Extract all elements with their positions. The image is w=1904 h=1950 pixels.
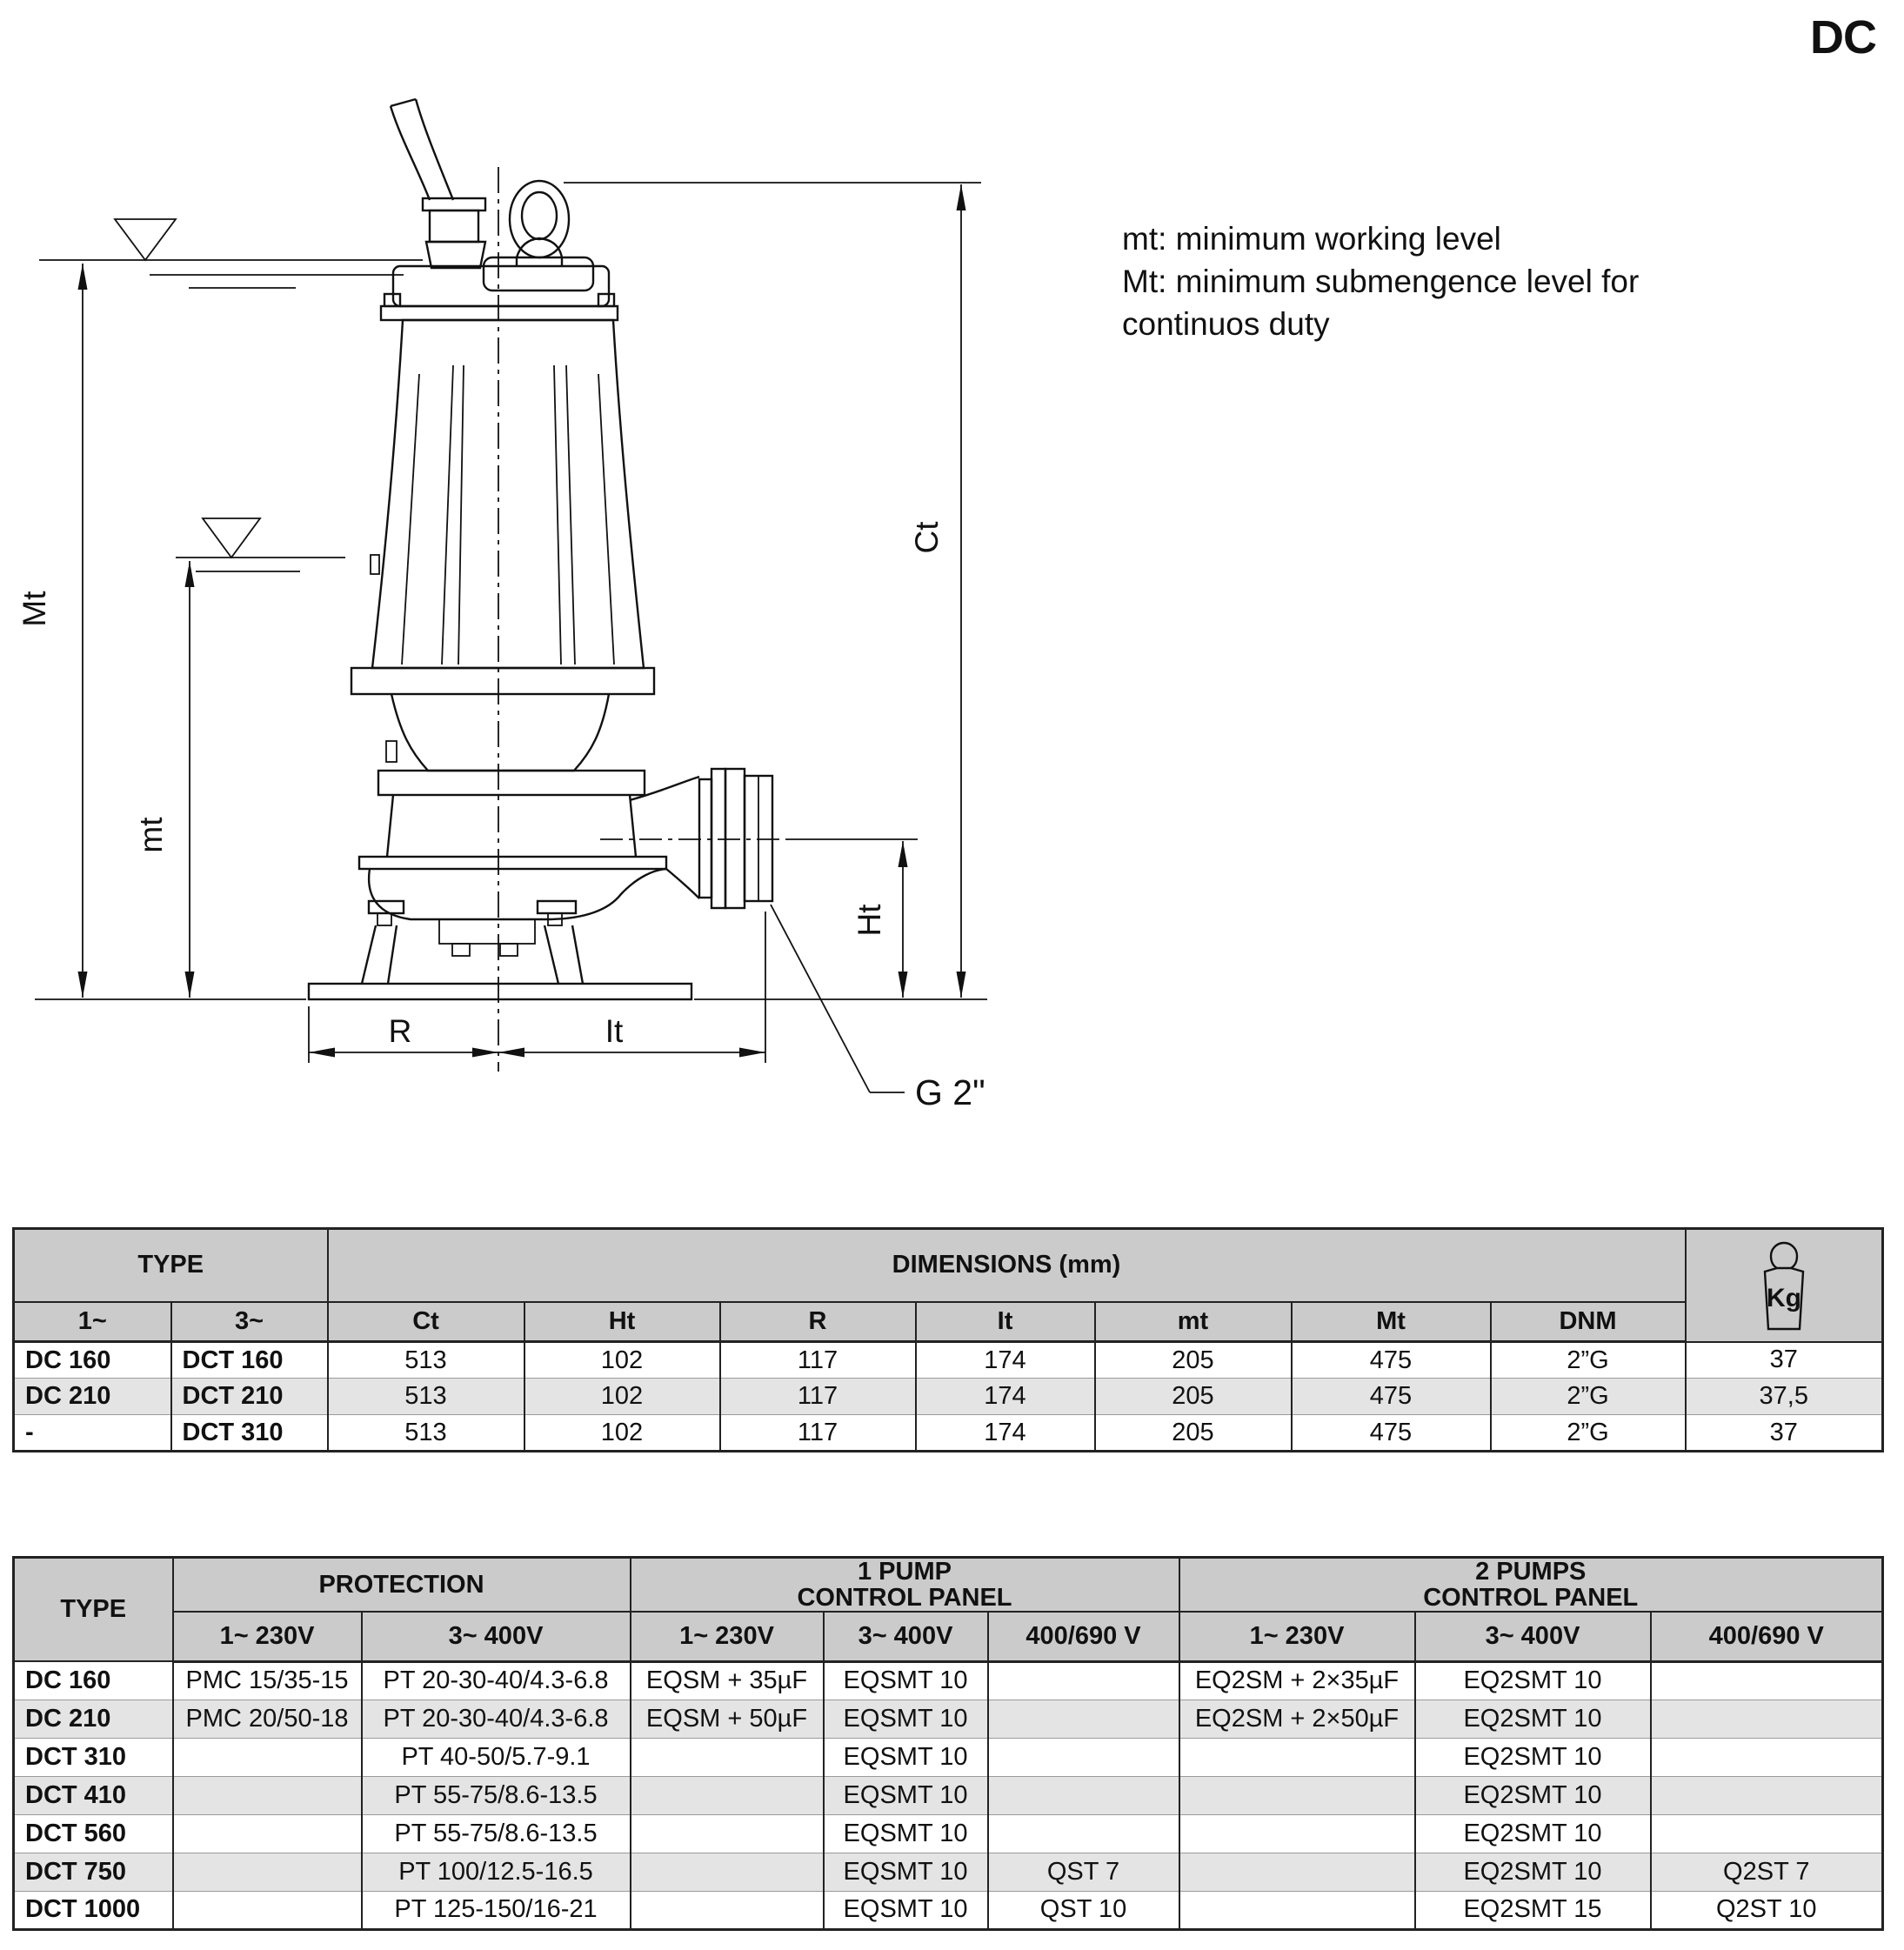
dim-col-3ph: 3~ [171, 1302, 328, 1342]
dim-col-Ht: Ht [524, 1302, 720, 1342]
oil-chamber-section [351, 668, 654, 857]
ctl-col-prot-230: 1~ 230V [173, 1612, 362, 1661]
cell-prot-230 [173, 1814, 362, 1853]
cell-p1-230 [631, 1776, 824, 1814]
ctl-1pump-line2: CONTROL PANEL [797, 1584, 1012, 1612]
cell-prot-230 [173, 1853, 362, 1891]
cell-p2-230: EQ2SM + 2×50µF [1179, 1700, 1415, 1738]
dimension-Mt [17, 264, 88, 998]
cell-type: DC 160 [14, 1661, 173, 1700]
cell-p2-230 [1179, 1738, 1415, 1776]
ctl-col-p1-690: 400/690 V [988, 1612, 1179, 1661]
cell-prot-230: PMC 15/35-15 [173, 1661, 362, 1700]
cell-p2-400: EQ2SMT 10 [1415, 1738, 1651, 1776]
ctl-2pumps-line1: 2 PUMPS [1475, 1558, 1587, 1586]
cell-p2-690: Q2ST 10 [1651, 1891, 1883, 1929]
volute-casing [359, 857, 666, 956]
cell-R: 117 [720, 1379, 916, 1415]
dimension-R-It [309, 912, 765, 1063]
cell-p1-230 [631, 1814, 824, 1853]
table-row [14, 1379, 1883, 1415]
cell-p1-400: EQSMT 10 [824, 1738, 988, 1776]
cell-p1-230 [631, 1891, 824, 1929]
dim-col-mt: mt [1095, 1302, 1292, 1342]
ctl-1pump-line1: 1 PUMP [858, 1558, 952, 1586]
motor-housing [371, 320, 644, 668]
cell-type-3ph: DCT 160 [171, 1342, 328, 1379]
cell-p2-230 [1179, 1776, 1415, 1814]
page-title: DC [1810, 11, 1876, 63]
cell-Ct: 513 [328, 1415, 524, 1452]
ctl-col-p2-690: 400/690 V [1651, 1612, 1883, 1661]
cell-p2-400: EQ2SMT 10 [1415, 1814, 1651, 1853]
cell-DNM: 2”G [1491, 1415, 1686, 1452]
cell-p2-400: EQ2SMT 10 [1415, 1853, 1651, 1891]
cell-p1-690 [988, 1661, 1179, 1700]
cell-p1-400: EQSMT 10 [824, 1700, 988, 1738]
cell-p2-230: EQ2SM + 2×35µF [1179, 1661, 1415, 1700]
ctl-2pumps-line2: CONTROL PANEL [1423, 1584, 1639, 1612]
cell-prot-400: PT 20-30-40/4.3-6.8 [362, 1661, 631, 1700]
cell-DNM: 2”G [1491, 1379, 1686, 1415]
cell-p2-400: EQ2SMT 10 [1415, 1776, 1651, 1814]
dim-table-weight-header [1686, 1229, 1883, 1342]
dimension-label-R: R [388, 1013, 412, 1049]
cell-p2-690: Q2ST 7 [1651, 1853, 1883, 1891]
ctl-col-p2-230: 1~ 230V [1179, 1612, 1415, 1661]
cell-It: 174 [916, 1342, 1095, 1379]
cell-Ht: 102 [524, 1415, 720, 1452]
cell-p1-230 [631, 1738, 824, 1776]
svg-text:Kg: Kg [1766, 1283, 1801, 1312]
kg-weight-icon [1745, 1239, 1823, 1332]
cell-type-1ph: DC 210 [14, 1379, 171, 1415]
cell-type-1ph: DC 160 [14, 1342, 171, 1379]
cell-prot-400: PT 55-75/8.6-13.5 [362, 1776, 631, 1814]
dim-col-Ct: Ct [328, 1302, 524, 1342]
dimension-label-mt: mt [133, 817, 169, 853]
cell-prot-230 [173, 1776, 362, 1814]
dim-table-dimensions-header: DIMENSIONS (mm) [328, 1229, 1686, 1302]
cell-p2-690 [1651, 1738, 1883, 1776]
cell-mt: 205 [1095, 1415, 1292, 1452]
motor-top-cap [381, 257, 618, 320]
dim-table-type-header: TYPE [14, 1229, 328, 1302]
cell-p1-690 [988, 1700, 1179, 1738]
table-row [14, 1661, 1883, 1700]
dim-col-1ph: 1~ [14, 1302, 171, 1342]
cell-kg: 37 [1686, 1342, 1883, 1379]
cell-type: DCT 410 [14, 1776, 173, 1814]
table-row [14, 1738, 1883, 1776]
water-level-max-icon [39, 219, 423, 288]
cell-p2-230 [1179, 1814, 1415, 1853]
cell-type: DCT 1000 [14, 1891, 173, 1929]
lifting-eye-icon [510, 181, 569, 266]
cell-mt: 205 [1095, 1379, 1292, 1415]
dimension-label-Ct: Ct [909, 521, 945, 554]
cell-kg: 37,5 [1686, 1379, 1883, 1415]
cell-type-1ph: - [14, 1415, 171, 1452]
cell-p1-400: EQSMT 10 [824, 1891, 988, 1929]
cell-p2-690 [1651, 1814, 1883, 1853]
cell-prot-400: PT 55-75/8.6-13.5 [362, 1814, 631, 1853]
ctl-col-prot-400: 3~ 400V [362, 1612, 631, 1661]
legend-line-2: Mt: minimum submengence level for [1122, 264, 1640, 299]
cell-DNM: 2”G [1491, 1342, 1686, 1379]
cell-Ht: 102 [524, 1342, 720, 1379]
cell-prot-400: PT 100/12.5-16.5 [362, 1853, 631, 1891]
dimension-label-Mt: Mt [17, 591, 52, 627]
cell-p2-230 [1179, 1853, 1415, 1891]
ctl-col-p2-400: 3~ 400V [1415, 1612, 1651, 1661]
table-row [14, 1342, 1883, 1379]
cell-p2-400: EQ2SMT 10 [1415, 1661, 1651, 1700]
cell-p1-690: QST 7 [988, 1853, 1179, 1891]
cell-R: 117 [720, 1415, 916, 1452]
table-row [14, 1415, 1883, 1452]
ctl-col-p1-230: 1~ 230V [631, 1612, 824, 1661]
ctl-col-p1-400: 3~ 400V [824, 1612, 988, 1661]
control-panel-table [12, 1556, 1884, 1931]
cell-Mt: 475 [1292, 1379, 1491, 1415]
cell-p1-690 [988, 1738, 1179, 1776]
cell-p2-690 [1651, 1700, 1883, 1738]
water-level-min-icon [176, 518, 345, 571]
cell-prot-400: PT 125-150/16-21 [362, 1891, 631, 1929]
cell-p2-690 [1651, 1776, 1883, 1814]
cell-p1-230 [631, 1853, 824, 1891]
cell-p2-400: EQ2SMT 10 [1415, 1700, 1651, 1738]
table-row [14, 1853, 1883, 1891]
ctl-table-1pump-header [631, 1558, 1179, 1613]
base-plate [309, 984, 691, 999]
cell-p1-400: EQSMT 10 [824, 1853, 988, 1891]
cell-Mt: 475 [1292, 1415, 1491, 1452]
cell-p2-400: EQ2SMT 15 [1415, 1891, 1651, 1929]
cell-type-3ph: DCT 210 [171, 1379, 328, 1415]
dim-col-DNM: DNM [1491, 1302, 1686, 1342]
cell-p1-690 [988, 1814, 1179, 1853]
cell-p1-690: QST 10 [988, 1891, 1179, 1929]
cell-type: DCT 310 [14, 1738, 173, 1776]
cell-type: DCT 750 [14, 1853, 173, 1891]
table-row [14, 1814, 1883, 1853]
ctl-table-protection-header: PROTECTION [173, 1558, 631, 1613]
dimensions-table [12, 1227, 1884, 1452]
cell-Ct: 513 [328, 1379, 524, 1415]
legend-line-1: mt: minimum working level [1122, 221, 1501, 257]
dim-col-R: R [720, 1302, 916, 1342]
dimension-label-Ht: Ht [852, 904, 887, 937]
cell-type: DC 210 [14, 1700, 173, 1738]
power-cable [391, 99, 453, 200]
cable-gland [423, 198, 485, 268]
cell-p1-400: EQSMT 10 [824, 1814, 988, 1853]
table-row [14, 1776, 1883, 1814]
dim-col-It: It [916, 1302, 1095, 1342]
cell-p1-230: EQSM + 35µF [631, 1661, 824, 1700]
table-row [14, 1700, 1883, 1738]
cell-p1-400: EQSMT 10 [824, 1776, 988, 1814]
cell-It: 174 [916, 1379, 1095, 1415]
cell-type: DCT 560 [14, 1814, 173, 1853]
cell-prot-400: PT 40-50/5.7-9.1 [362, 1738, 631, 1776]
cell-type-3ph: DCT 310 [171, 1415, 328, 1452]
ctl-table-2pumps-header [1179, 1558, 1883, 1613]
cell-p1-230: EQSM + 50µF [631, 1700, 824, 1738]
cell-Ht: 102 [524, 1379, 720, 1415]
cell-R: 117 [720, 1342, 916, 1379]
cell-It: 174 [916, 1415, 1095, 1452]
cell-mt: 205 [1095, 1342, 1292, 1379]
cell-Mt: 475 [1292, 1342, 1491, 1379]
cell-p1-690 [988, 1776, 1179, 1814]
cell-prot-230: PMC 20/50-18 [173, 1700, 362, 1738]
cell-p2-690 [1651, 1661, 1883, 1700]
cell-Ct: 513 [328, 1342, 524, 1379]
discharge-outlet [630, 769, 772, 908]
cell-prot-400: PT 20-30-40/4.3-6.8 [362, 1700, 631, 1738]
cell-p1-400: EQSMT 10 [824, 1661, 988, 1700]
connection-label: G 2" [915, 1072, 985, 1112]
dim-col-Mt: Mt [1292, 1302, 1491, 1342]
cell-p2-230 [1179, 1891, 1415, 1929]
cell-kg: 37 [1686, 1415, 1883, 1452]
ctl-table-type-header: TYPE [14, 1558, 173, 1662]
table-row [14, 1891, 1883, 1929]
legend-line-3: continuos duty [1122, 306, 1330, 342]
dimension-label-It: It [605, 1013, 624, 1049]
cell-prot-230 [173, 1738, 362, 1776]
cell-prot-230 [173, 1891, 362, 1929]
dimension-mt [133, 561, 195, 998]
